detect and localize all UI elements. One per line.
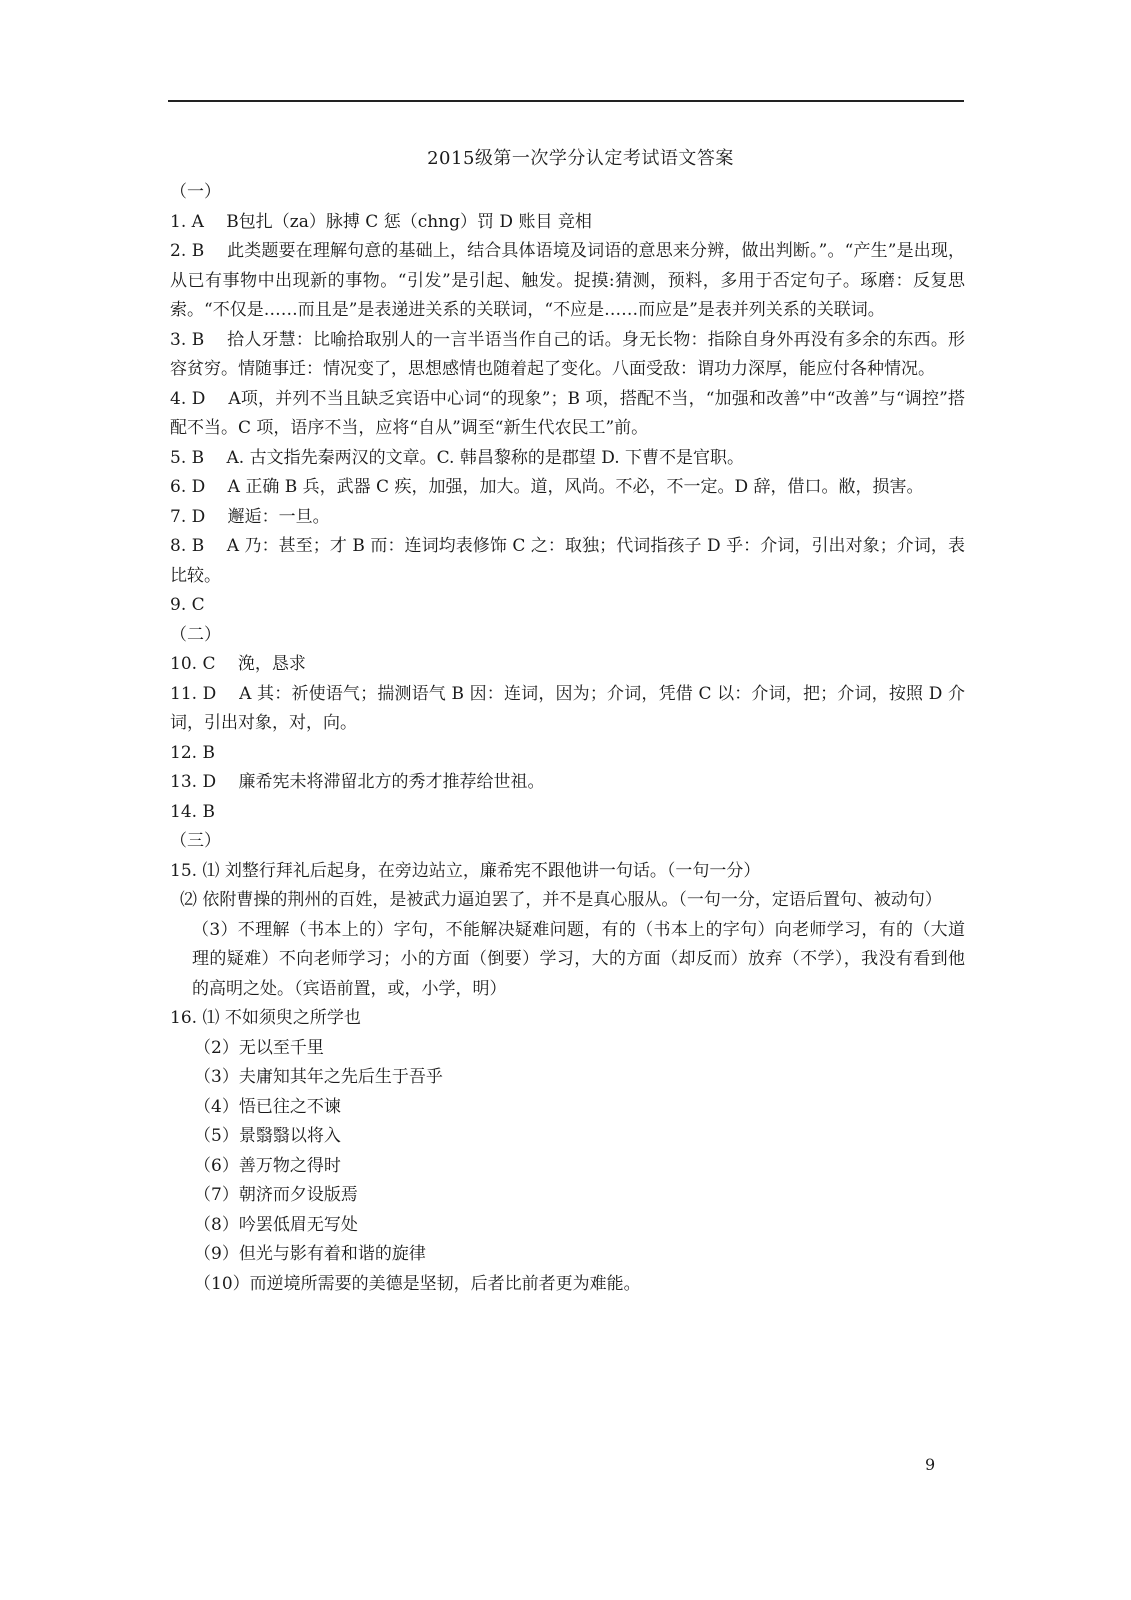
page-number: 9 [925,1455,936,1474]
text-line: 11. D A 其：祈使语气；揣测语气 B 因：连词，因为；介词，凭借 C 以：介词，把；介词，按照 D 介词，引出对象，对，向。 [170,683,965,733]
text-line: （一） [170,182,221,202]
text-line: 7. D 邂逅：一旦。 [170,506,330,527]
text-line: 9. C [170,595,205,615]
text-line: 5. B A. 古文指先秦两汉的文章。C. 韩昌黎称的是郡望 D. 下曹不是官职。 [170,447,745,468]
text-line: （9）但光与影有着和谐的旋律 [194,1244,426,1264]
text-line: （7）朝济而夕设版焉 [194,1185,358,1205]
header-rule [168,100,964,102]
text-line: （3）不理解（书本上的）字句，不能解决疑难问题，有的（书本上的字句）向老师学习，有的（大道理的疑难）不向老师学习；小的方面（倒要）学习，大的方面（却反而）放弃（不学），我没有看到他的高明之处。（宾语前置，或，小学，明） [192,919,965,999]
text-line: 12. B [170,742,215,763]
answer-content [170,178,965,1299]
text-line: 2. B 此类题要在理解句意的基础上，结合具体语境及词语的意思来分辨，做出判断。”。“产生”是出现，从已有事物中出现新的事物。“引发”是引起、触发。捉摸:猜测，预料，多用于否定句子。琢磨：反复思索。“不仅是……而且是”是表递进关系的关联词，“不应是……而应是”是表并列关系的关联词。 [170,241,965,320]
text-line: （6）善万物之得时 [194,1155,341,1176]
text-line: （3）夫庸知其年之先后生于吾乎 [194,1067,443,1087]
text-line: 14. B [170,801,215,822]
text-line: （2）无以至千里 [194,1037,324,1058]
text-line: 16. ⑴ 不如须臾之所学也 [170,1008,361,1028]
text-line: 3. B 拾人牙慧：比喻拾取别人的一言半语当作自己的话。身无长物：指除自身外再没有多余的东西。形容贫穷。情随事迁：情况变了，思想感情也随着起了变化。八面受敌：谓功力深厚，能应付各种情况。 [170,329,965,379]
text-line: 15. ⑴ 刘整行拜礼后起身，在旁边站立，廉希宪不跟他讲一句话。（一句一分） [170,860,761,881]
text-line: （10）而逆境所需要的美德是坚韧，后者比前者更为难能。 [194,1273,641,1294]
text-line: 6. D A 正确 B 兵，武器 C 疾，加强，加大。道，风尚。不必，不一定。D 辞，借口。敝，损害。 [170,477,924,497]
text-line: （8）吟罢低眉无写处 [194,1214,358,1235]
text-line: （三） [170,831,221,851]
text-line: 8. B A 乃：甚至；才 B 而：连词均表修饰 C 之：取独；代词指孩子 D 乎：介词，引出对象；介词，表比较。 [170,536,965,586]
text-line: 13. D 廉希宪未将滞留北方的秀才推荐给世祖。 [170,772,545,792]
text-line: 1. A B包扎（za）脉搏 C 惩（chng）罚 D 账目 竞相 [170,211,592,232]
text-line: （4）悟已往之不谏 [194,1096,341,1117]
text-line: 10. C 浼，恳求 [170,654,306,674]
document-title: 2015级第一次学分认定考试语文答案 [427,148,734,169]
text-line: （二） [170,624,221,645]
text-line: （5）景翳翳以将入 [194,1126,341,1146]
text-line: ⑵ 依附曹操的荆州的百姓，是被武力逼迫罢了，并不是真心服从。（一句一分，定语后置句、被动句） [180,890,942,910]
text-line: 4. D A项，并列不当且缺乏宾语中心词“的现象”；B 项，搭配不当，“加强和改善”中“改善”与“调控”搭配不当。C 项，语序不当，应将“自从”调至“新生代农民工”前。 [170,388,965,438]
